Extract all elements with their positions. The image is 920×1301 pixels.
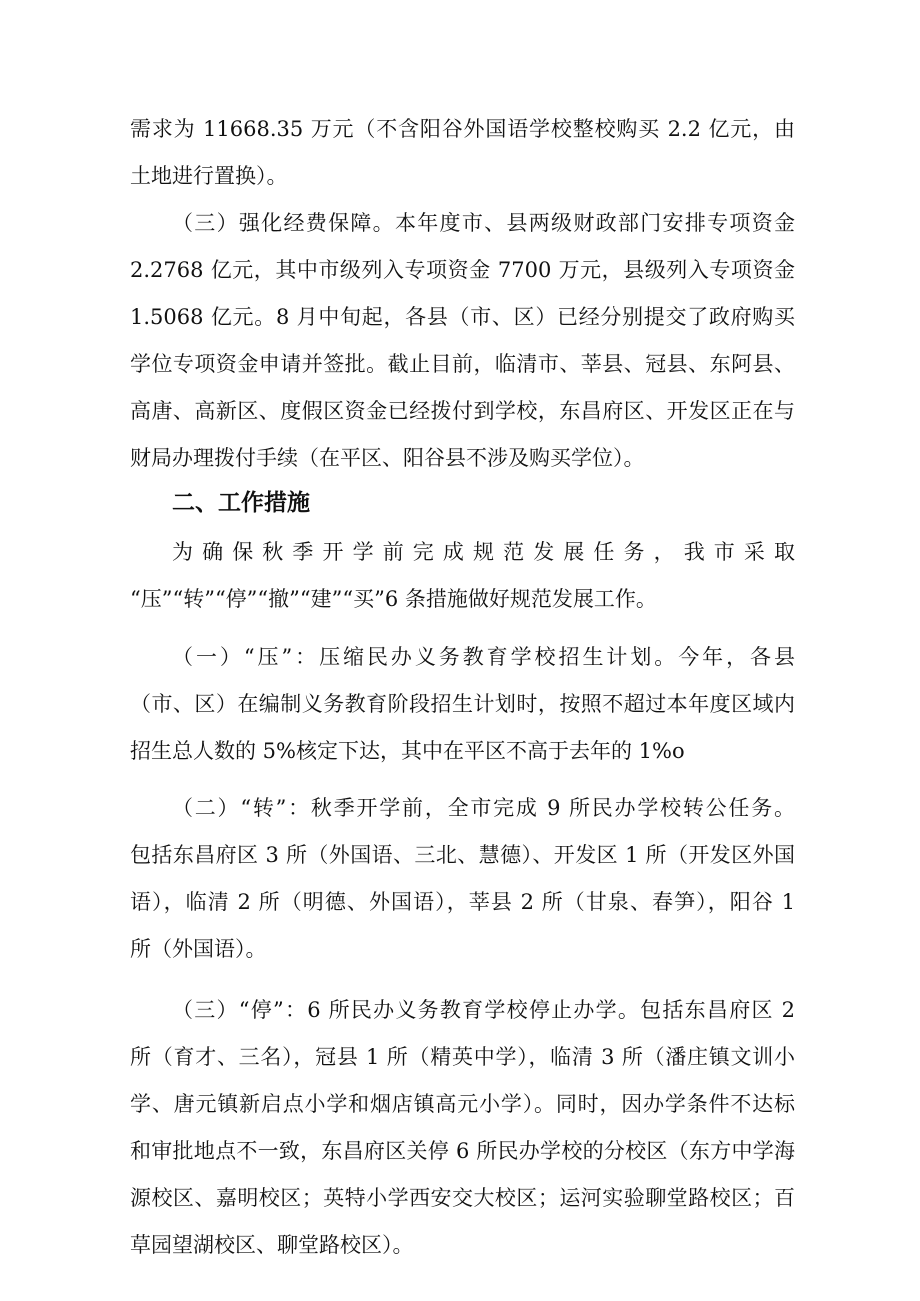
text-line: 2.2768 亿元，其中市级列入专项资金 7700 万元，县级列入专项资金 <box>130 258 795 282</box>
text-line: 源校区、嘉明校区；英特小学西安交大校区；运河实验聊堂路校区；百 <box>130 1186 795 1210</box>
text-line: （三）强化经费保障。本年度市、县两级财政部门安排专项资金 <box>172 211 795 235</box>
text-line: 所（育才、三名），冠县 1 所（精英中学），临清 3 所（潘庄镇文训小 <box>130 1045 795 1069</box>
text-line: 土地进行置换）。 <box>130 164 288 188</box>
text-line: 语），临清 2 所（明德、外国语），莘县 2 所（甘泉、春笋），阳谷 1 <box>130 890 795 914</box>
text-line: （一）“压”：压缩民办义务教育学校招生计划。今年，各县 <box>172 645 795 669</box>
text-line: 学位专项资金申请并签批。截止目前，临清市、莘县、冠县、东阿县、 <box>130 352 795 376</box>
text-line: （市、区）在编制义务教育阶段招生计划时，按照不超过本年度区域内 <box>130 692 795 716</box>
text-line: 包括东昌府区 3 所（外国语、三北、慧德）、开发区 1 所（开发区外国 <box>130 843 795 867</box>
text-line: 1.5068 亿元。8 月中旬起，各县（市、区）已经分别提交了政府购买 <box>130 305 795 329</box>
text-line: 招生总人数的 5%核定下达，其中在平区不高于去年的 1%o <box>130 739 685 763</box>
text-line: 学、唐元镇新启点小学和烟店镇高元小学）。同时，因办学条件不达标 <box>130 1092 795 1116</box>
text-line: （二）“转”：秋季开学前，全市完成 9 所民办学校转公任务。 <box>172 796 795 820</box>
text-line: 草园望湖校区、聊堂路校区）。 <box>130 1233 414 1257</box>
text-line: 和审批地点不一致，东昌府区关停 6 所民办学校的分校区（东方中学海 <box>130 1139 795 1163</box>
section-heading: 二、工作措施 <box>172 490 310 516</box>
text-line: （三）“停”：6 所民办义务教育学校停止办学。包括东昌府区 2 <box>172 998 795 1022</box>
text-line: 财局办理拨付手续（在平区、阳谷县不涉及购买学位）。 <box>130 446 645 470</box>
text-line: 需求为 11668.35 万元（不含阳谷外国语学校整校购买 2.2 亿元，由 <box>130 117 795 141</box>
text-line: 所（外国语）。 <box>130 937 267 961</box>
text-line: 高唐、高新区、度假区资金已经拨付到学校，东昌府区、开发区正在与 <box>130 399 795 423</box>
text-line: 为 确 保 秋 季 开 学 前 完 成 规 范 发 展 任 务 ， 我 市 采 取 <box>172 540 795 564</box>
text-line: “压”“转”“停”“撤”“建”“买”6 条措施做好规范发展工作。 <box>130 587 657 611</box>
